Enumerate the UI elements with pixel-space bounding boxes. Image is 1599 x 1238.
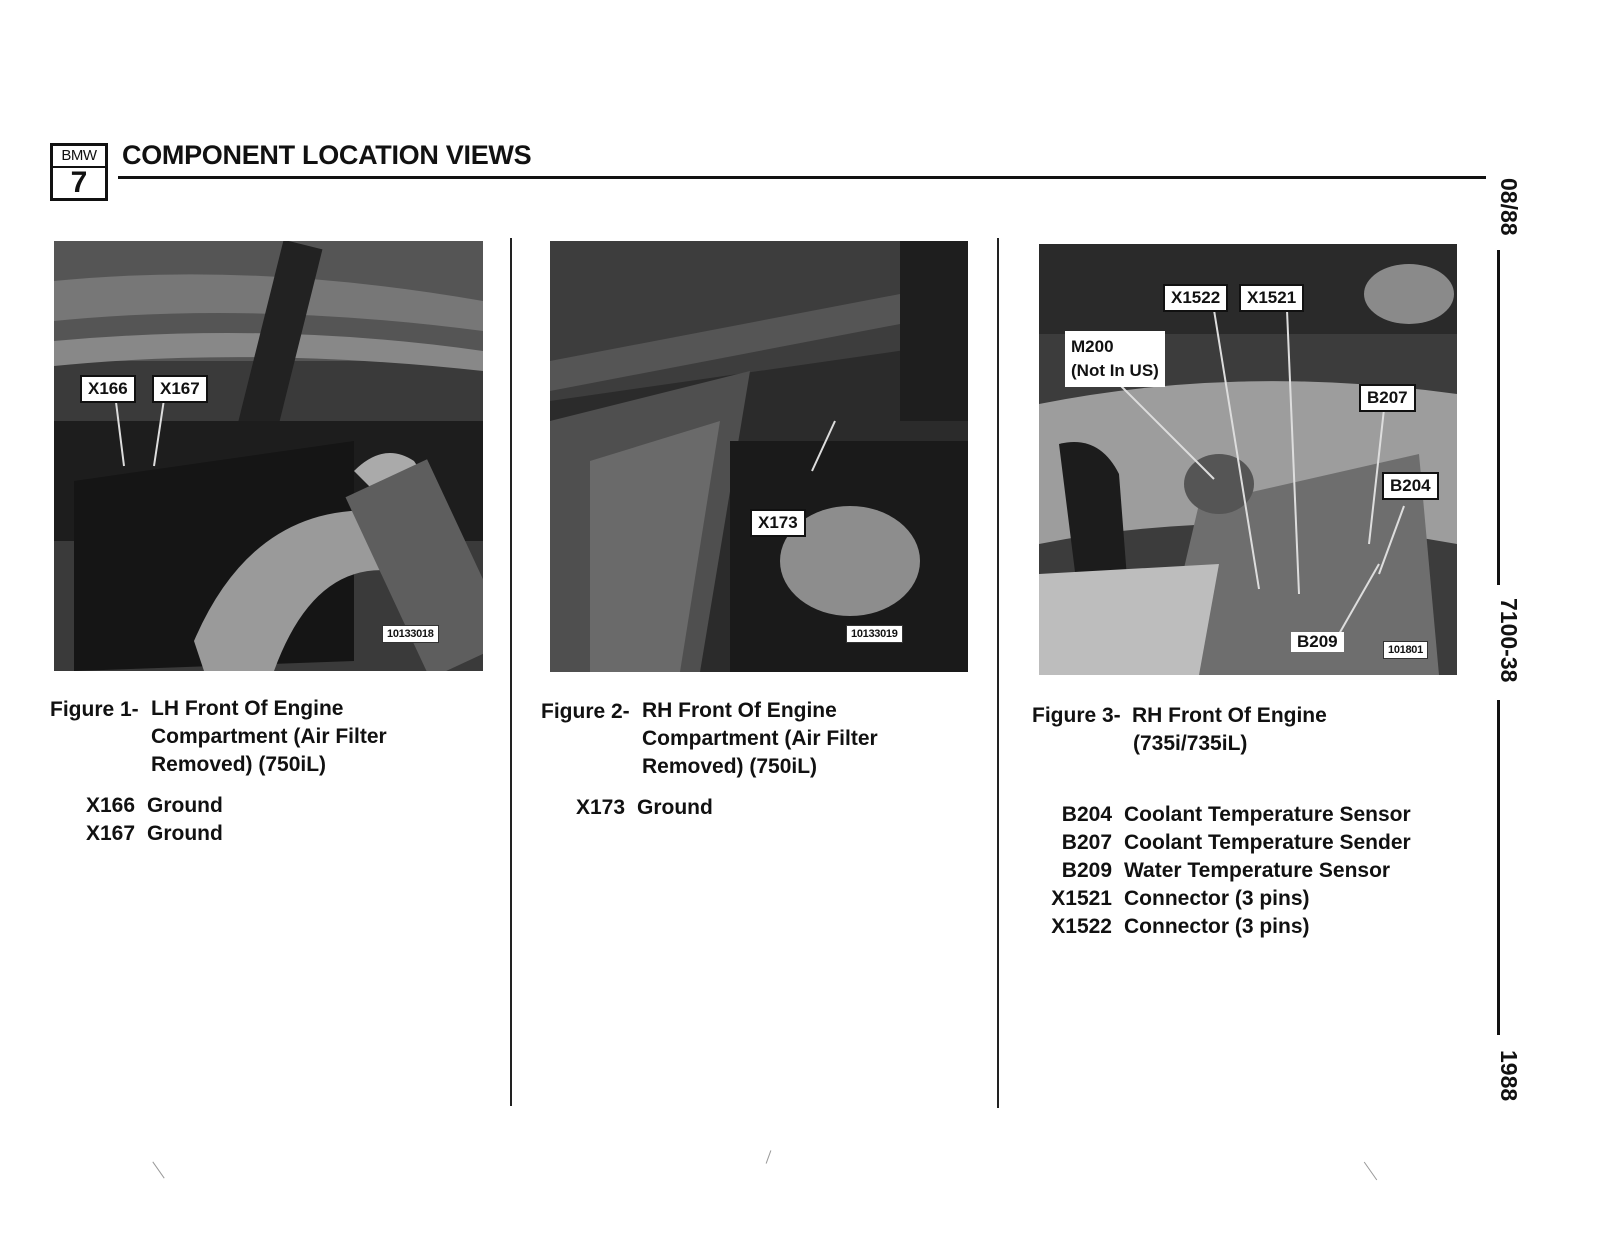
legend-code: X166 xyxy=(85,794,135,817)
callout-x1522: X1522 xyxy=(1163,284,1228,312)
figure-2-title xyxy=(642,697,878,781)
photo-code: 101801 xyxy=(1383,641,1428,659)
scan-mark xyxy=(1364,1162,1377,1181)
callout-x1521: X1521 xyxy=(1239,284,1304,312)
legend-desc: Coolant Temperature Sensor xyxy=(1124,803,1411,826)
legend-row xyxy=(1040,829,1411,857)
legend-row xyxy=(83,820,223,848)
legend-code: X167 xyxy=(85,822,135,845)
logo-series-number: 7 xyxy=(70,166,88,199)
figure-1-legend xyxy=(83,792,223,848)
legend-desc: Ground xyxy=(147,794,223,817)
column-divider-1 xyxy=(510,238,512,1106)
figure-1-title-line: LH Front Of Engine xyxy=(151,697,344,720)
figure-1-label: Figure 1- xyxy=(50,698,139,721)
figure-3-label: Figure 3- xyxy=(1032,704,1121,727)
photo-code: 10133018 xyxy=(382,625,439,643)
margin-year: 1988 xyxy=(1496,1050,1522,1102)
legend-desc: Connector (3 pins) xyxy=(1124,887,1310,910)
legend-row xyxy=(1040,801,1411,829)
callout-m200-note: (Not In US) xyxy=(1071,361,1159,380)
margin-page-number: 7100-38 xyxy=(1496,598,1522,683)
legend-row xyxy=(1040,913,1411,941)
scan-mark xyxy=(766,1150,772,1163)
figure-3-photo xyxy=(1039,244,1457,675)
scan-mark xyxy=(152,1162,164,1179)
header-rule xyxy=(118,176,1486,179)
figure-2-label: Figure 2- xyxy=(541,700,630,723)
column-divider-2 xyxy=(997,238,999,1108)
legend-desc: Ground xyxy=(147,822,223,845)
callout-x167: X167 xyxy=(152,375,208,403)
legend-code: B204 xyxy=(1061,803,1112,826)
legend-code: X1521 xyxy=(1051,887,1112,910)
margin-rule-2 xyxy=(1497,700,1500,1035)
margin-rule-1 xyxy=(1497,250,1500,585)
legend-desc: Connector (3 pins) xyxy=(1124,915,1310,938)
legend-code: B209 xyxy=(1061,859,1112,882)
figure-2-legend xyxy=(573,794,713,822)
legend-code: X1522 xyxy=(1051,915,1112,938)
callout-b204: B204 xyxy=(1382,472,1439,500)
margin-date: 08/88 xyxy=(1496,178,1522,236)
figure-3-title-line: (735i/735iL) xyxy=(1133,732,1248,755)
callout-x173: X173 xyxy=(750,509,806,537)
legend-code: X173 xyxy=(575,796,625,819)
page-title: COMPONENT LOCATION VIEWS xyxy=(122,140,532,170)
figure-1-photo xyxy=(54,241,483,671)
callout-m200-code: M200 xyxy=(1071,337,1114,356)
legend-desc: Water Temperature Sensor xyxy=(1124,859,1391,882)
legend-row xyxy=(83,792,223,820)
legend-code: B207 xyxy=(1061,831,1112,854)
figure-1-title-line: Compartment (Air Filter xyxy=(151,725,387,748)
figure-3-title xyxy=(1132,702,1327,758)
figure-2-title-line: RH Front Of Engine xyxy=(642,699,837,722)
figure-1-title xyxy=(151,695,387,779)
bmw-7-logo xyxy=(50,143,108,201)
figure-1-title-line: Removed) (750iL) xyxy=(151,753,327,776)
logo-brand: BMW xyxy=(53,146,105,168)
legend-row xyxy=(1040,857,1411,885)
legend-desc: Ground xyxy=(637,796,713,819)
legend-desc: Coolant Temperature Sender xyxy=(1124,831,1411,854)
callout-x166: X166 xyxy=(80,375,136,403)
figure-3-legend xyxy=(1040,801,1411,941)
callout-b209: B209 xyxy=(1291,632,1344,652)
legend-row xyxy=(573,794,713,822)
figure-2-photo xyxy=(550,241,968,672)
figure-2-title-line: Compartment (Air Filter xyxy=(642,727,878,750)
legend-row xyxy=(1040,885,1411,913)
callout-m200 xyxy=(1065,331,1165,387)
callout-b207: B207 xyxy=(1359,384,1416,412)
figure-3-title-line: RH Front Of Engine xyxy=(1132,704,1327,727)
figure-2-title-line: Removed) (750iL) xyxy=(642,755,818,778)
photo-code: 10133019 xyxy=(846,625,903,643)
